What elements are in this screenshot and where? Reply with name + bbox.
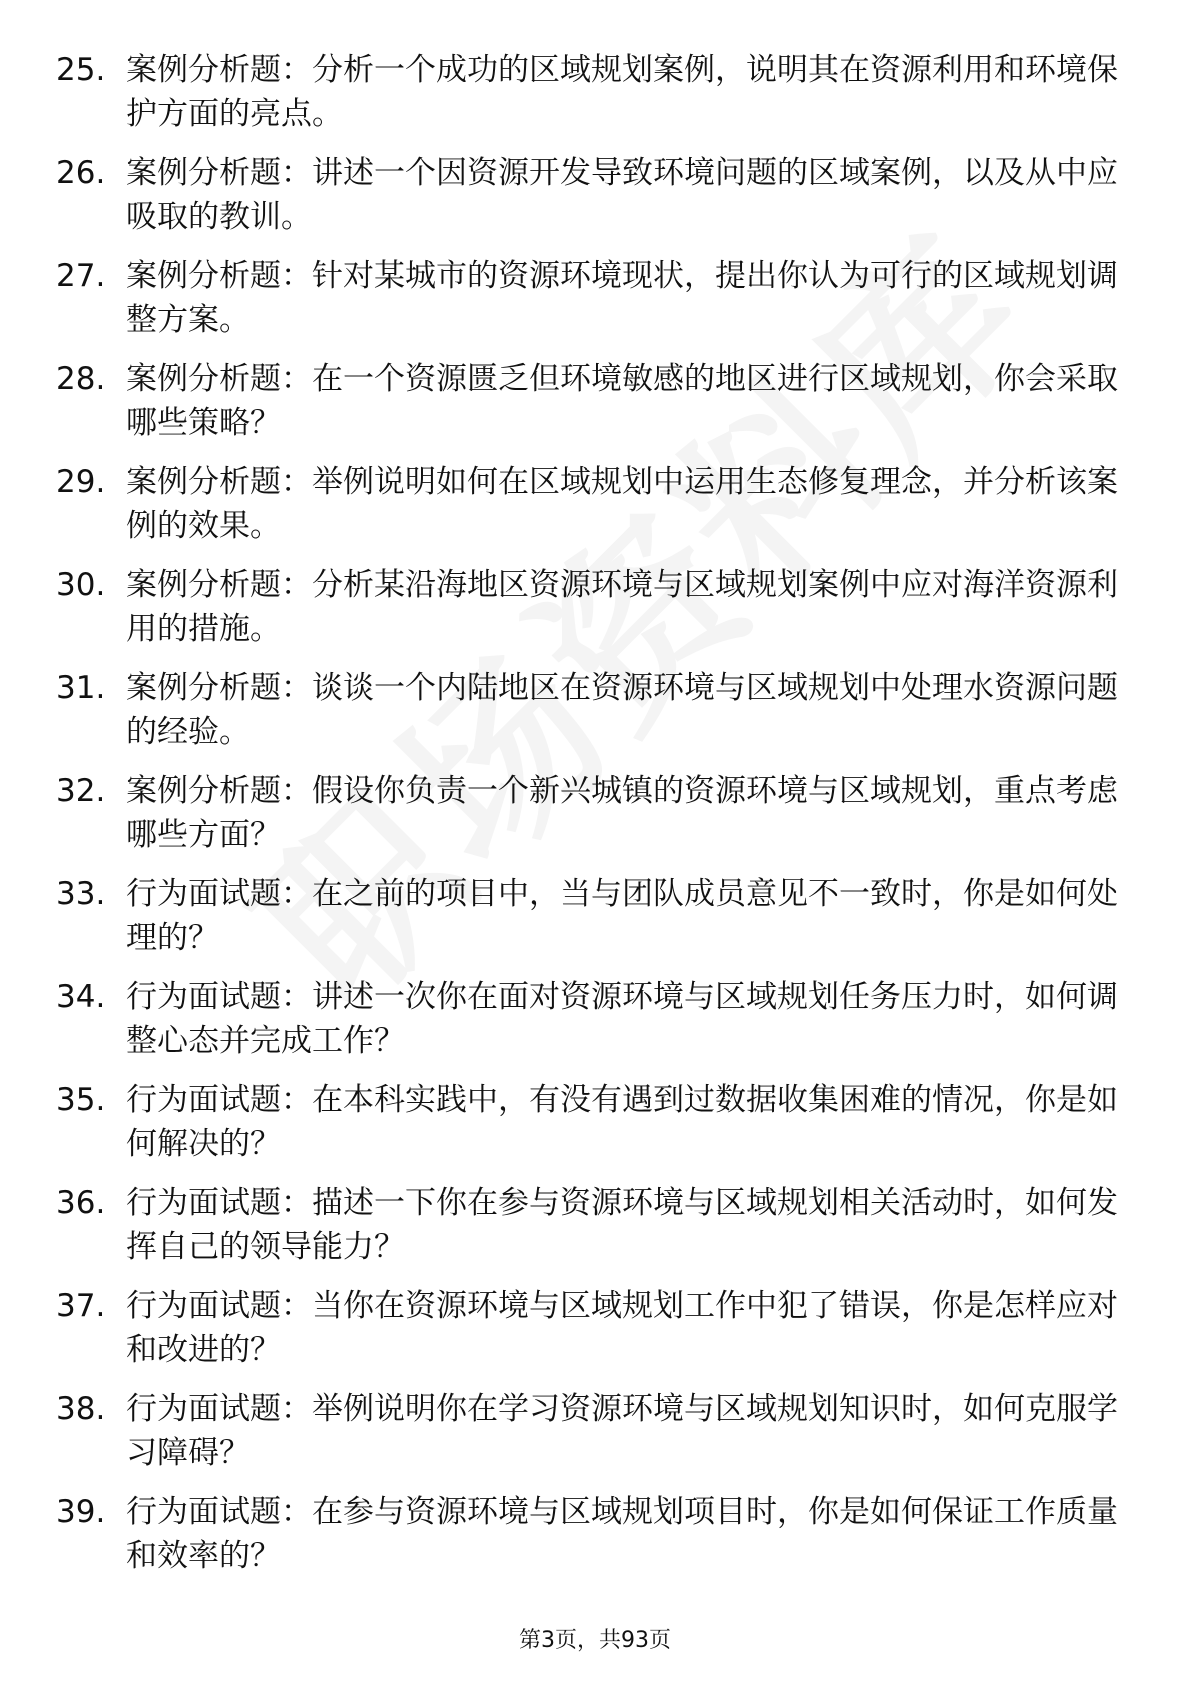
list-item: [56, 769, 1136, 872]
list-item: [56, 872, 1136, 975]
question-text: 案例分析题：分析一个成功的区域规划案例，说明其在资源利用和环境保护方面的亮点。: [126, 52, 1118, 132]
list-item: [56, 1284, 1136, 1387]
question-number: 25.: [56, 52, 106, 88]
question-number: 34.: [56, 979, 106, 1015]
question-text: 案例分析题：分析某沿海地区资源环境与区域规划案例中应对海洋资源利用的措施。: [126, 567, 1118, 647]
question-text: 案例分析题：举例说明如何在区域规划中运用生态修复理念，并分析该案例的效果。: [126, 464, 1118, 544]
question-number: 30.: [56, 567, 106, 603]
question-number: 32.: [56, 773, 106, 809]
list-item: [56, 460, 1136, 563]
question-number: 33.: [56, 876, 106, 912]
list-item: [56, 1490, 1136, 1593]
question-text: 行为面试题：在参与资源环境与区域规划项目时，你是如何保证工作质量和效率的？: [126, 1494, 1118, 1574]
list-item: [56, 357, 1136, 460]
page-footer: 第3页，共93页: [519, 1628, 671, 1653]
list-item: [56, 48, 1136, 151]
list-item: [56, 1078, 1136, 1181]
question-number: 28.: [56, 361, 106, 397]
question-list: [56, 48, 1136, 1593]
list-item: [56, 563, 1136, 666]
question-number: 26.: [56, 155, 106, 191]
question-number: 36.: [56, 1185, 106, 1221]
question-number: 35.: [56, 1082, 106, 1118]
list-item: [56, 666, 1136, 769]
question-number: 37.: [56, 1288, 106, 1324]
question-text: 案例分析题：针对某城市的资源环境现状，提出你认为可行的区域规划调整方案。: [126, 258, 1118, 338]
list-item: [56, 1181, 1136, 1284]
list-item: [56, 1387, 1136, 1490]
list-item: [56, 254, 1136, 357]
question-text: 案例分析题：假设你负责一个新兴城镇的资源环境与区域规划，重点考虑哪些方面？: [126, 773, 1118, 853]
question-text: 案例分析题：在一个资源匮乏但环境敏感的地区进行区域规划，你会采取哪些策略？: [126, 361, 1118, 441]
question-number: 38.: [56, 1391, 106, 1427]
question-text: 行为面试题：在本科实践中，有没有遇到过数据收集困难的情况，你是如何解决的？: [126, 1082, 1118, 1162]
question-number: 39.: [56, 1494, 106, 1530]
question-number: 27.: [56, 258, 106, 294]
list-item: [56, 975, 1136, 1078]
question-text: 行为面试题：举例说明你在学习资源环境与区域规划知识时，如何克服学习障碍？: [126, 1391, 1118, 1471]
question-text: 行为面试题：讲述一次你在面对资源环境与区域规划任务压力时，如何调整心态并完成工作？: [126, 979, 1118, 1059]
question-text: 案例分析题：讲述一个因资源开发导致环境问题的区域案例，以及从中应吸取的教训。: [126, 155, 1118, 235]
question-number: 31.: [56, 670, 106, 706]
question-text: 行为面试题：在之前的项目中，当与团队成员意见不一致时，你是如何处理的？: [126, 876, 1118, 956]
question-text: 行为面试题：当你在资源环境与区域规划工作中犯了错误，你是怎样应对和改进的？: [126, 1288, 1118, 1368]
question-number: 29.: [56, 464, 106, 500]
question-text: 行为面试题：描述一下你在参与资源环境与区域规划相关活动时，如何发挥自己的领导能力？: [126, 1185, 1118, 1265]
question-text: 案例分析题：谈谈一个内陆地区在资源环境与区域规划中处理水资源问题的经验。: [126, 670, 1118, 750]
list-item: [56, 151, 1136, 254]
